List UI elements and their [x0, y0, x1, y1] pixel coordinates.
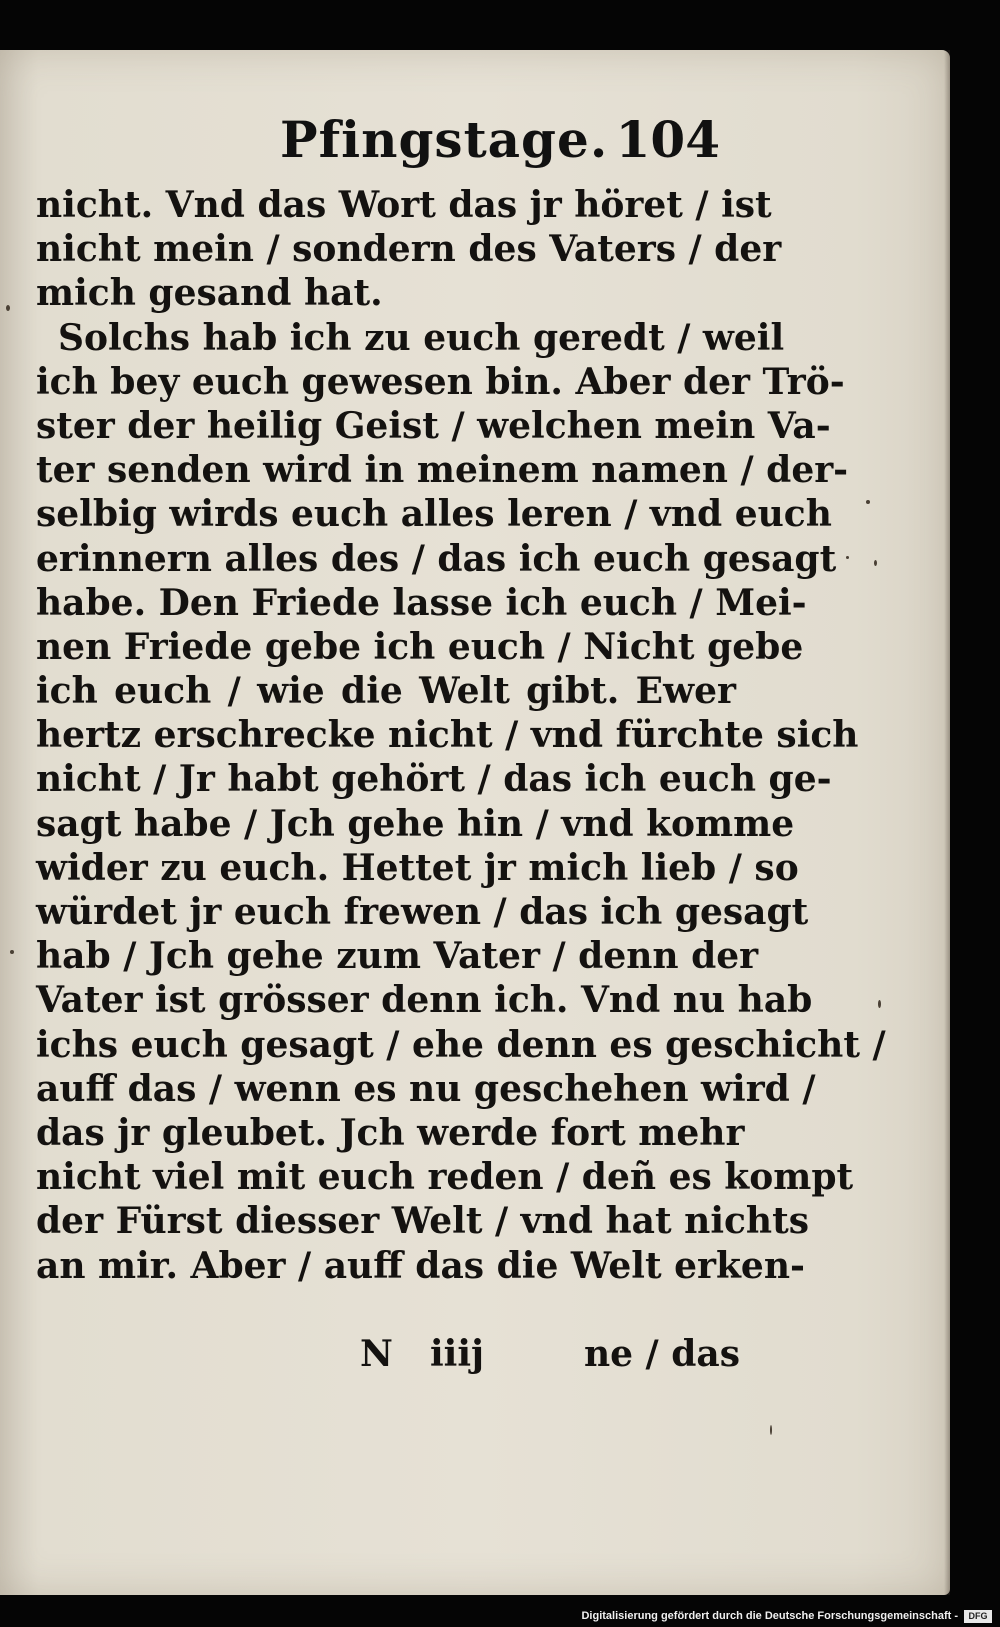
text-line: ter senden wird in meinem namen / der-: [36, 449, 849, 492]
text-line: auff das / wenn es nu geschehen wird /: [36, 1067, 816, 1110]
text-line: nicht mein / sondern des Vaters / der: [36, 228, 782, 271]
paper-speck: [878, 1000, 881, 1008]
paper-speck: [10, 950, 14, 954]
text-line: hab / Jch gehe zum Vater / denn der: [36, 935, 759, 978]
text-line: ich euch / wie die Welt gibt. Ewer: [36, 670, 736, 713]
text-line: selbig wirds euch alles leren / vnd euch: [36, 493, 832, 536]
text-line: erinnern alles des / das ich euch gesagt: [36, 537, 837, 580]
text-line: mich gesand hat.: [36, 272, 383, 315]
text-line: ich bey euch gewesen bin. Aber der Trö-: [36, 360, 845, 403]
text-line: Vater ist grösser denn ich. Vnd nu hab: [36, 979, 813, 1022]
text-line: der Fürst diesser Welt / vnd hat nichts: [36, 1200, 809, 1243]
text-line: nicht / Jr habt gehört / das ich euch ge-: [36, 758, 832, 801]
text-line: ichs euch gesagt / ehe denn es geschicht /: [36, 1023, 886, 1066]
signature-number: iiij: [430, 1333, 485, 1375]
text-line: wider zu euch. Hettet jr mich lieb / so: [36, 846, 799, 889]
folio-number: 104: [615, 110, 720, 169]
running-title: Pfingstage.: [280, 110, 609, 169]
page-footer: [360, 1333, 740, 1383]
text-line: habe. Den Friede lasse ich euch / Mei-: [36, 581, 807, 624]
paper-speck: [866, 500, 870, 504]
text-line: hertz erschrecke nicht / vnd fürchte sich: [36, 714, 859, 757]
text-line: nen Friede gebe ich euch / Nicht gebe: [36, 625, 804, 668]
paper-speck: [846, 556, 849, 559]
body-text: [36, 183, 886, 1288]
digitization-credit: Digitalisierung gefördert durch die Deutsche Forschungsgemeinschaft -: [581, 1610, 958, 1622]
book-page: [0, 50, 950, 1595]
text-line: an mir. Aber / auff das die Welt erken-: [36, 1244, 805, 1287]
paper-speck: [770, 1425, 772, 1435]
paper-speck: [874, 560, 877, 566]
signature-mark: N: [360, 1333, 393, 1375]
catchword: ne / das: [583, 1333, 740, 1375]
text-line: würdet jr euch frewen / das ich gesagt: [36, 891, 809, 933]
text-line: nicht viel mit euch reden / deñ es kompt: [36, 1156, 854, 1199]
text-line: das jr gleubet. Jch werde fort mehr: [36, 1111, 745, 1154]
text-line: sagt habe / Jch gehe hin / vnd komme: [36, 802, 795, 845]
paper-speck: [6, 305, 10, 311]
page-header: [280, 110, 720, 190]
text-line: nicht. Vnd das Wort das jr höret / ist: [36, 184, 772, 226]
dfg-logo: DFG: [964, 1610, 992, 1623]
text-line: Solchs hab ich zu euch geredt / weil: [58, 316, 785, 359]
text-line: ster der heilig Geist / welchen mein Va-: [36, 404, 831, 447]
